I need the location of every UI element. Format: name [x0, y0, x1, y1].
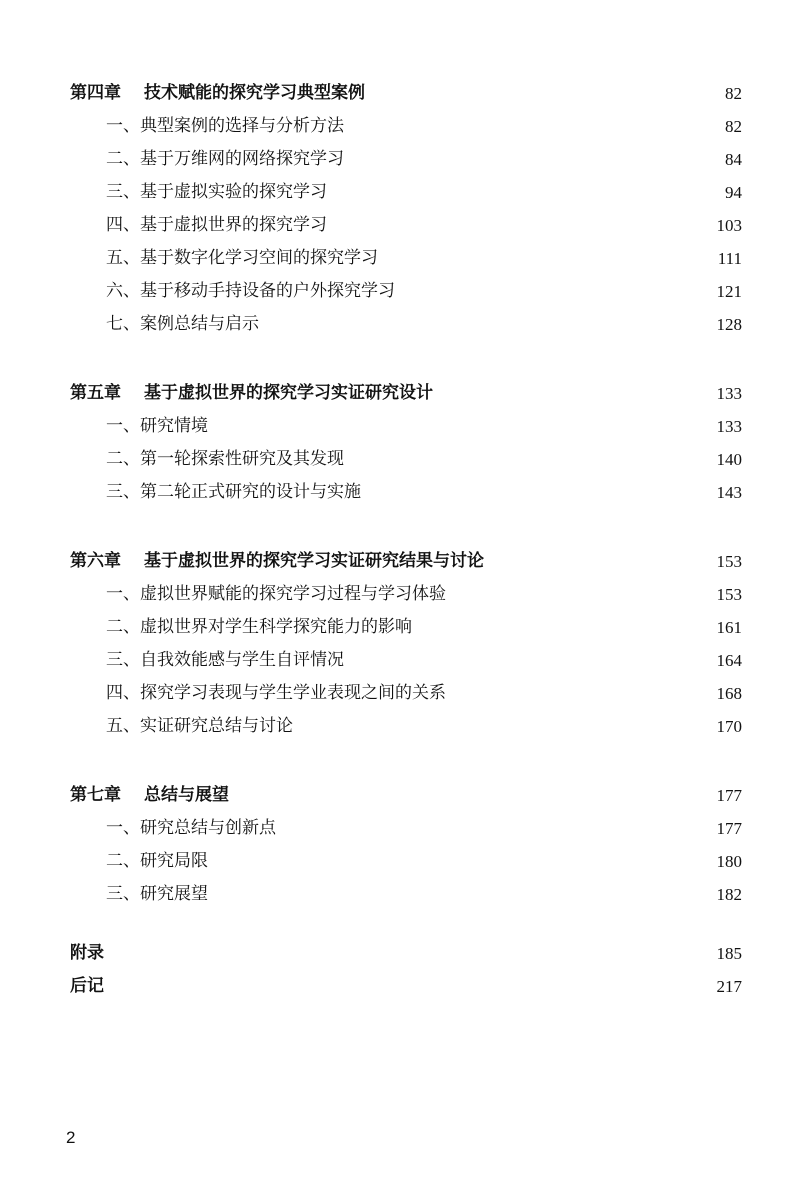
section-entry[interactable]	[70, 710, 742, 743]
back-matter-entry[interactable]	[70, 970, 742, 1003]
chapter-block	[70, 377, 742, 509]
chapter-title	[70, 545, 484, 578]
section-title: 五、基于数字化学习空间的探究学习	[106, 248, 378, 268]
section-page: 82	[725, 117, 742, 136]
section-entry[interactable]	[70, 644, 742, 677]
back-matter-title: 后记	[70, 976, 104, 996]
section-title: 六、基于移动手持设备的户外探究学习	[106, 281, 395, 301]
section-title: 三、研究展望	[106, 884, 208, 904]
section-entry[interactable]	[70, 410, 742, 443]
back-matter-entry[interactable]	[70, 937, 742, 970]
page-number: 2	[66, 1128, 76, 1147]
section-page: 180	[716, 852, 742, 871]
chapter-page: 82	[725, 84, 742, 103]
back-matter	[70, 937, 742, 1003]
chapter-name: 基于虚拟世界的探究学习实证研究设计	[144, 383, 433, 403]
chapter-title	[70, 77, 365, 110]
chapter-page: 153	[716, 552, 742, 571]
chapter-number: 第七章	[70, 785, 121, 805]
section-page: 143	[716, 483, 742, 502]
section-page: 153	[716, 585, 742, 604]
section-title: 二、虚拟世界对学生科学探究能力的影响	[106, 617, 412, 637]
chapter-title	[70, 779, 229, 812]
section-entry[interactable]	[70, 308, 742, 341]
section-title: 四、基于虚拟世界的探究学习	[106, 215, 327, 235]
section-page: 182	[716, 885, 742, 904]
chapter-page: 133	[716, 384, 742, 403]
chapter-heading[interactable]	[70, 377, 742, 410]
section-page: 128	[716, 315, 742, 334]
section-title: 四、探究学习表现与学生学业表现之间的关系	[106, 683, 446, 703]
chapter-heading[interactable]	[70, 545, 742, 578]
section-title: 二、第一轮探索性研究及其发现	[106, 449, 344, 469]
section-entry[interactable]	[70, 209, 742, 242]
chapter-heading[interactable]	[70, 77, 742, 110]
section-entry[interactable]	[70, 110, 742, 143]
section-entry[interactable]	[70, 143, 742, 176]
section-page: 161	[716, 618, 742, 637]
chapter-name: 总结与展望	[144, 785, 229, 805]
chapter-name: 技术赋能的探究学习典型案例	[144, 83, 365, 103]
chapter-heading[interactable]	[70, 779, 742, 812]
chapter-page: 177	[716, 786, 742, 805]
chapter-number: 第六章	[70, 551, 121, 571]
chapter-number: 第五章	[70, 383, 121, 403]
section-entry[interactable]	[70, 176, 742, 209]
section-entry[interactable]	[70, 578, 742, 611]
section-title: 三、第二轮正式研究的设计与实施	[106, 482, 361, 502]
section-title: 七、案例总结与启示	[106, 314, 259, 334]
section-title: 一、虚拟世界赋能的探究学习过程与学习体验	[106, 584, 446, 604]
section-page: 140	[716, 450, 742, 469]
section-page: 111	[717, 249, 742, 268]
section-page: 133	[716, 417, 742, 436]
chapter-block	[70, 545, 742, 743]
chapter-block	[70, 779, 742, 911]
chapter-block	[70, 77, 742, 341]
section-title: 二、基于万维网的网络探究学习	[106, 149, 344, 169]
section-page: 177	[716, 819, 742, 838]
section-entry[interactable]	[70, 878, 742, 911]
back-matter-page: 185	[716, 944, 742, 963]
chapter-name: 基于虚拟世界的探究学习实证研究结果与讨论	[144, 551, 484, 571]
section-page: 170	[716, 717, 742, 736]
back-matter-page: 217	[716, 977, 742, 996]
section-title: 五、实证研究总结与讨论	[106, 716, 293, 736]
section-entry[interactable]	[70, 476, 742, 509]
section-entry[interactable]	[70, 611, 742, 644]
section-title: 二、研究局限	[106, 851, 208, 871]
section-entry[interactable]	[70, 443, 742, 476]
section-page: 103	[716, 216, 742, 235]
section-page: 84	[725, 150, 742, 169]
section-title: 三、自我效能感与学生自评情况	[106, 650, 344, 670]
section-entry[interactable]	[70, 242, 742, 275]
section-entry[interactable]	[70, 845, 742, 878]
section-entry[interactable]	[70, 677, 742, 710]
section-title: 一、研究情境	[106, 416, 208, 436]
back-matter-title: 附录	[70, 943, 104, 963]
section-title: 三、基于虚拟实验的探究学习	[106, 182, 327, 202]
chapter-number: 第四章	[70, 83, 121, 103]
section-title: 一、研究总结与创新点	[106, 818, 276, 838]
section-entry[interactable]	[70, 812, 742, 845]
table-of-contents	[70, 77, 742, 947]
section-page: 168	[716, 684, 742, 703]
chapter-title	[70, 377, 433, 410]
section-title: 一、典型案例的选择与分析方法	[106, 116, 344, 136]
section-entry[interactable]	[70, 275, 742, 308]
section-page: 121	[716, 282, 742, 301]
section-page: 164	[716, 651, 742, 670]
section-page: 94	[725, 183, 742, 202]
